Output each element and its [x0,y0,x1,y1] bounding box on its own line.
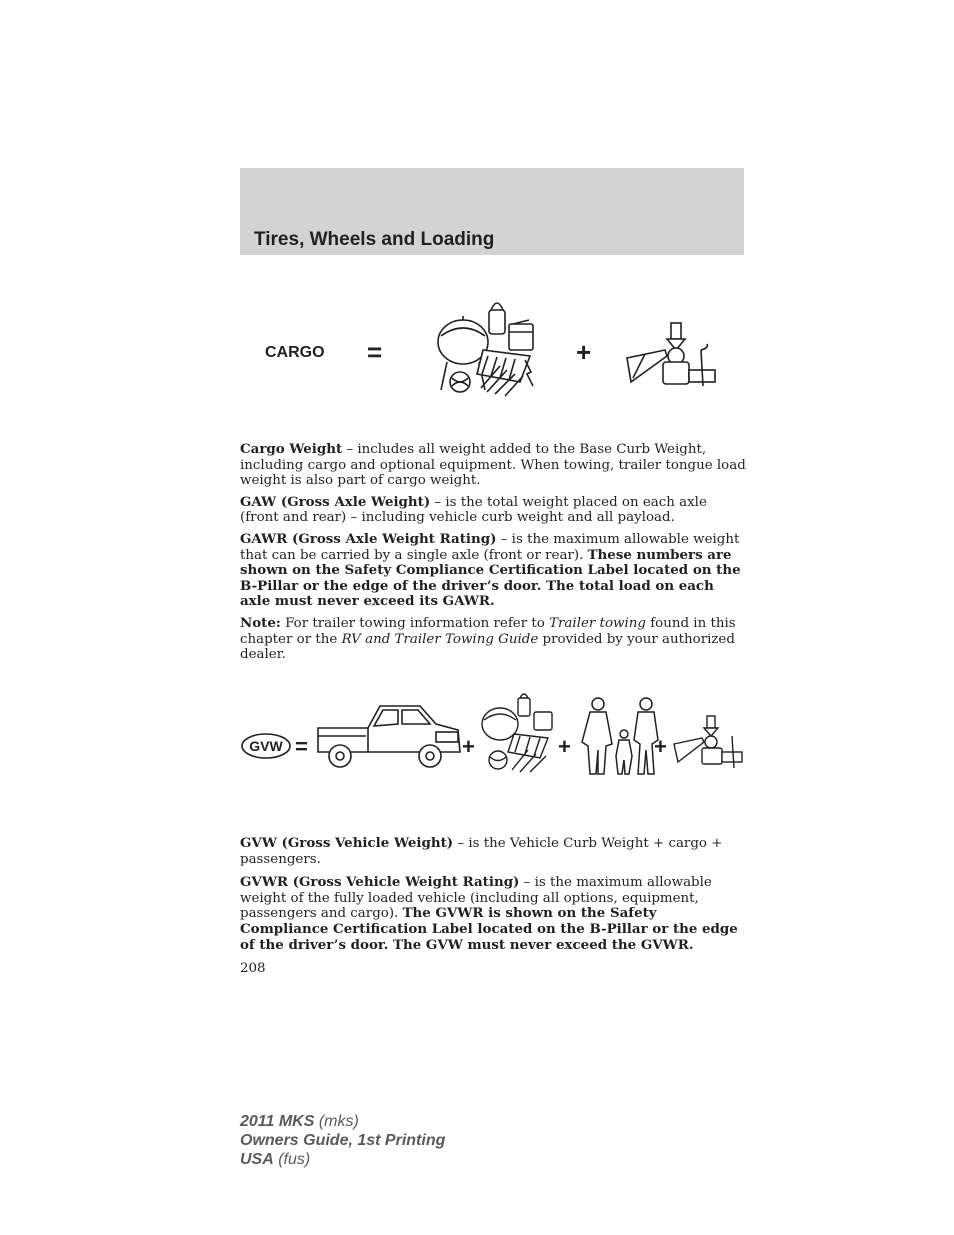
document-footer [240,1112,445,1169]
footer-model-code: (mks) [314,1113,359,1130]
definitions-block-1 [240,442,748,669]
gvw-badge [242,734,290,758]
section-title: Tires, Wheels and Loading [254,229,495,250]
pickup-truck-icon [318,706,460,767]
footer-market-code: (fus) [273,1151,311,1168]
gvw-plus-1: + [462,734,475,759]
gvw-equals-sign: = [295,734,308,759]
rv-guide-reference: RV and Trailer Towing Guide [341,631,539,647]
cargo-figure [255,290,725,410]
trailer-hitch-small-icon [674,716,742,768]
plus-sign: + [576,337,592,367]
note-text-3: provided by your authorized dealer. [240,631,735,663]
footer-line-1 [240,1112,445,1131]
note-text-1: For trailer towing information refer to [280,615,550,631]
footer-line-3 [240,1150,445,1169]
gawr-term: GAWR (Gross Axle Weight Rating) [240,530,497,547]
cargo-items-icon [438,303,533,396]
note-term: Note: [240,614,281,631]
gawr-paragraph [240,532,748,610]
footer-model: 2011 MKS [240,1113,315,1130]
section-header [240,168,744,255]
gawr-text: – is the maximum allowable weight that can be carried by a single axle (front or rear). [240,531,740,563]
gawr-warning: These numbers are shown on the Safety Compliance Certification Label located on the B-Pillar or the edge of the driver’s door. The total load on each axle must never exceed its GAWR. [240,546,741,610]
gvwr-term: GVWR (Gross Vehicle Weight Rating) [240,874,520,891]
gvwr-paragraph [240,875,748,953]
passengers-icon [582,698,658,774]
definitions-block-2 [240,836,748,959]
equals-sign: = [367,337,383,367]
gvw-label: GVW [249,738,283,754]
gvwr-text: – is the maximum allowable weight of the fully loaded vehicle (including all options, equipment, passengers and cargo). [240,875,712,922]
gvw-paragraph [240,836,748,867]
cargo-weight-term: Cargo Weight [240,441,343,457]
cargo-weight-text: – includes all weight added to the Base Curb Weight, including cargo and optional equipment. When towing, trailer tongue load weight is also part of cargo weight. [240,442,746,489]
gaw-text: – is the total weight placed on each axle (front and rear) – including vehicle curb weight and all payload. [240,494,707,526]
gvwr-warning: The GVWR is shown on the Safety Compliance Certification Label located on the B-Pillar or the edge of the driver’s door. The GVW must never exceed the GVWR. [240,905,738,953]
cargo-weight-paragraph [240,442,748,489]
trailer-hitch-icon [627,323,715,386]
gvw-text: – is the Vehicle Curb Weight + cargo + passengers. [240,836,723,867]
footer-market: USA [240,1151,274,1168]
note-paragraph [240,616,748,663]
gvw-figure [240,690,746,790]
gaw-paragraph [240,495,748,526]
note-text-2: found in this chapter or the [240,615,736,647]
trailer-towing-reference: Trailer towing [549,615,646,631]
gvw-plus-2: + [558,734,571,759]
cargo-items-small-icon [482,694,552,772]
footer-line-2: Owners Guide, 1st Printing [240,1132,446,1149]
gvw-plus-3: + [654,734,667,759]
gaw-term: GAW (Gross Axle Weight) [240,493,431,510]
gvw-term: GVW (Gross Vehicle Weight) [240,835,454,851]
cargo-label: CARGO [265,344,325,361]
page-number: 208 [240,961,266,976]
